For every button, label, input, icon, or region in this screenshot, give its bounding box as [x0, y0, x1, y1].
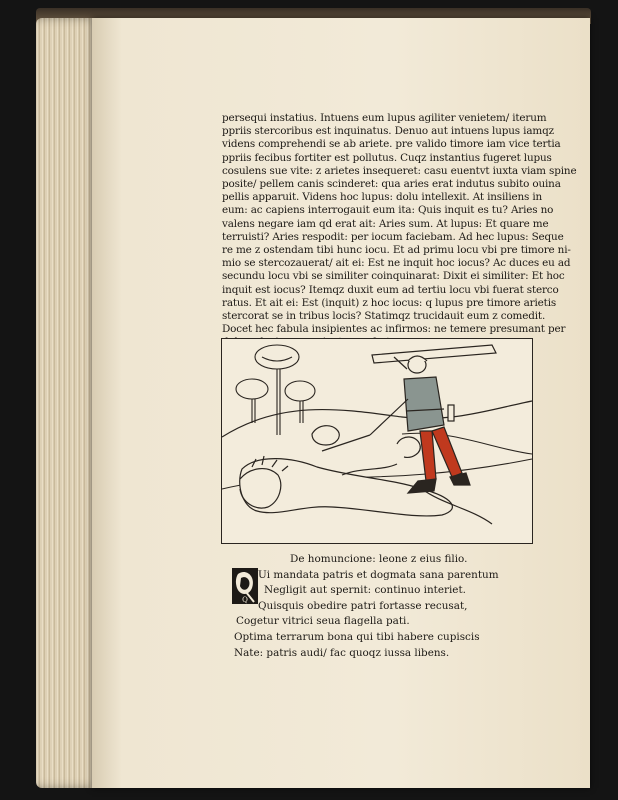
text-line: persequi instatius. Intuens eum lupus agiliter venietem/ iterum: [222, 112, 547, 124]
poem-title: De homuncione: leone z eius filio.: [290, 553, 468, 565]
poem-line: Nate: patris audi/ fac quoqz iussa libens.: [234, 646, 450, 659]
woodcut-illustration: [221, 338, 533, 544]
text-line: mio se stercozauerat/ ait ei: Est ne inquit hoc iocus? Ac duces eu ad: [222, 257, 571, 270]
text-line: secundu locu vbi se similiter coinquinarat: Dixit ei similiter: Et hoc: [222, 270, 565, 283]
text-line: Docet hec fabula insipientes ac infirmos: ne temere presumant per: [222, 323, 566, 336]
text-line: ratus. Et ait ei: Est (inquit) z hoc iocus: q lupus pre timore arietis: [222, 296, 557, 309]
text-line: pellis apparuit. Videns hoc lupus: dolu intellexit. At insiliens in: [222, 191, 543, 204]
poem-line: Optima terrarum bona qui tibi habere cupiscis: [234, 630, 480, 643]
decorated-initial-q-icon: [232, 566, 258, 606]
text-line: valens negare iam qd erat ait: Aries sum. At lupus: Et quare me: [222, 217, 549, 230]
poem-line: Negligit aut spernit: continuo interiet.: [264, 584, 466, 597]
text-line: cosulens sue vite: z arietes insequeret: casu euentvt iuxta viam spine: [222, 164, 577, 177]
text-line: inquit est iocus? Itemqz duxit eum ad tertiu locu vbi fuerat sterco: [222, 283, 559, 296]
tree-icon: [236, 379, 268, 423]
text-line: re me z ostendam tibi hunc iocu. Et ad primu locu vbi pre timore ni-: [222, 244, 571, 257]
poem-line: Ui mandata patris et dogmata sana parentum: [258, 568, 499, 581]
text-line: posite/ pellem canis scinderet: qua aries erat indutus subito ouina: [222, 178, 561, 191]
poem-line: Cogetur vitrici seua flagella pati.: [236, 615, 410, 628]
text-line: eum: ac capiens interrogauit eum ita: Quis inquit es tu? Aries no: [222, 204, 554, 217]
fable-text-block: [222, 112, 577, 350]
tree-icon: [285, 381, 315, 423]
text-line: ppriis fecibus fortiter est pollutus. Cuqz instantius fugeret lupus: [222, 151, 552, 164]
poem-line: Quisquis obedire patri fortasse recusat,: [258, 599, 468, 612]
text-line: videns comprehendi se ab ariete. pre valido timore iam vice tertia: [222, 138, 561, 151]
text-line: stercorat se in tribus locis? Statimqz trucidauit eum z comedit.: [222, 310, 546, 323]
poem-block: [228, 552, 528, 661]
text-line: terruisti? Aries respodit: per iocum faciebam. Ad hec lupus: Seque: [222, 230, 564, 243]
woodcut-drawing: [222, 339, 532, 543]
man-with-club-figure: [322, 345, 496, 493]
text-line: ppriis stercoribus est inquinatus. Denuo aut intuens lupus iamqz: [222, 125, 554, 138]
initial-letter: Q: [242, 596, 248, 604]
